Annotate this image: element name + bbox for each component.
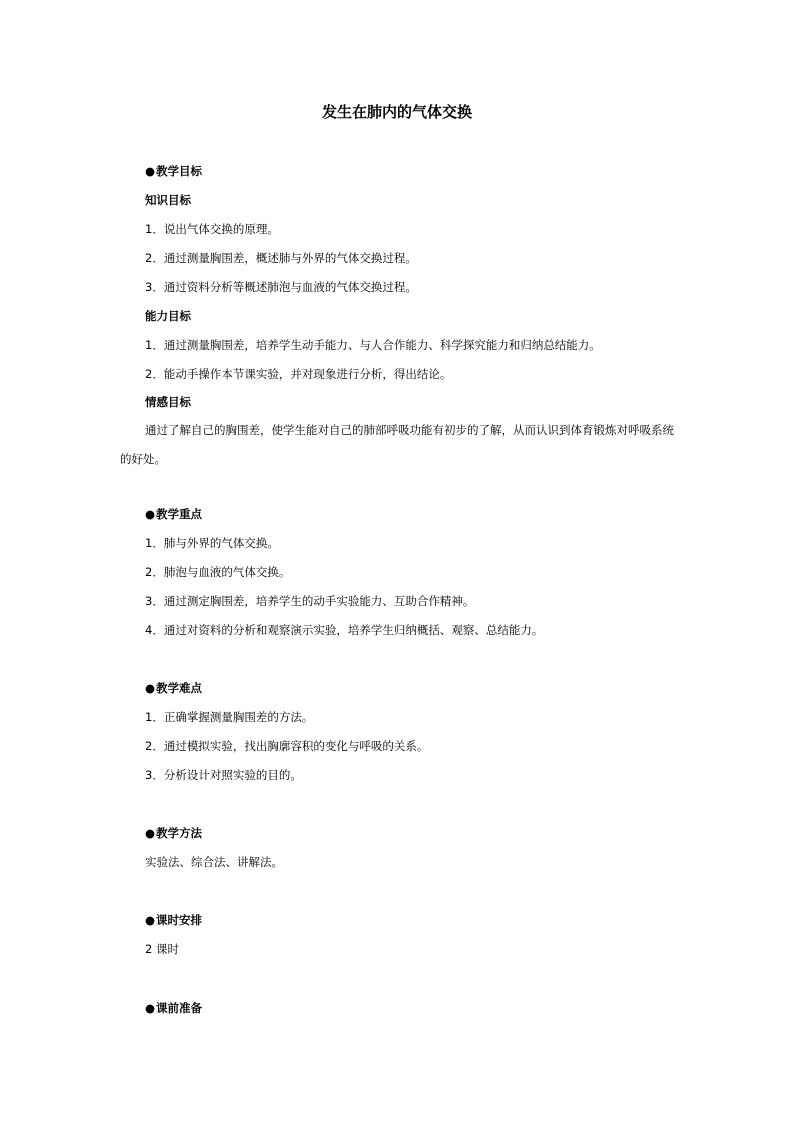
bullet-icon: ● — [145, 913, 156, 927]
subheading-ability: 能力目标 — [145, 309, 191, 323]
section-heading-difficulties — [145, 680, 202, 696]
list-item: 1．通过测量胸围差，培养学生动手能力、与人合作能力、科学探究能力和归纳总结能力。 — [145, 338, 601, 352]
list-item: 3．分析设计对照实验的目的。 — [145, 768, 302, 782]
list-item: 2．能动手操作本节课实验，并对现象进行分析，得出结论。 — [145, 367, 452, 381]
section-heading-text: 教学重点 — [156, 507, 203, 521]
section-heading-text: 教学难点 — [156, 681, 203, 695]
bullet-icon: ● — [145, 681, 156, 695]
section-heading-objectives — [145, 163, 202, 179]
list-item: 1．肺与外界的气体交换。 — [145, 536, 279, 550]
list-item: 2．通过模拟实验，找出胸廓容积的变化与呼吸的关系。 — [145, 739, 429, 753]
methods-text: 实验法、综合法、讲解法。 — [145, 855, 283, 869]
section-heading-text: 课前准备 — [156, 1001, 203, 1015]
list-item: 3．通过资料分析等概述肺泡与血液的气体交换过程。 — [145, 280, 417, 294]
bullet-icon: ● — [145, 507, 156, 521]
subheading-knowledge: 知识目标 — [145, 193, 191, 207]
section-heading-preparation — [145, 1000, 202, 1016]
section-heading-key-points — [145, 506, 202, 522]
list-item: 1．说出气体交换的原理。 — [145, 222, 279, 236]
list-item: 2．肺泡与血液的气体交换。 — [145, 565, 291, 579]
bullet-icon: ● — [145, 164, 156, 178]
section-heading-text: 教学目标 — [156, 164, 203, 178]
bullet-icon: ● — [145, 1001, 156, 1015]
document-title: 发生在肺内的气体交换 — [321, 103, 472, 121]
subheading-emotion: 情感目标 — [145, 395, 191, 409]
section-heading-text: 教学方法 — [156, 826, 203, 840]
section-heading-text: 课时安排 — [156, 913, 203, 927]
list-item: 2．通过测量胸围差，概述肺与外界的气体交换过程。 — [145, 251, 417, 265]
bullet-icon: ● — [145, 826, 156, 840]
emotion-paragraph: 通过了解自己的胸围差，使学生能对自己的肺部呼吸功能有初步的了解，从而认识到体育锻炼对呼吸系统的好处。 — [120, 423, 674, 466]
list-item: 4．通过对资料的分析和观察演示实验，培养学生归纳概括、观察、总结能力。 — [145, 623, 544, 637]
list-item: 1．正确掌握测量胸围差的方法。 — [145, 710, 314, 724]
section-heading-schedule — [145, 912, 202, 928]
section-heading-methods — [145, 825, 202, 841]
list-item: 3．通过测定胸围差，培养学生的动手实验能力、互助合作精神。 — [145, 594, 475, 608]
schedule-text: 2 课时 — [145, 942, 179, 956]
